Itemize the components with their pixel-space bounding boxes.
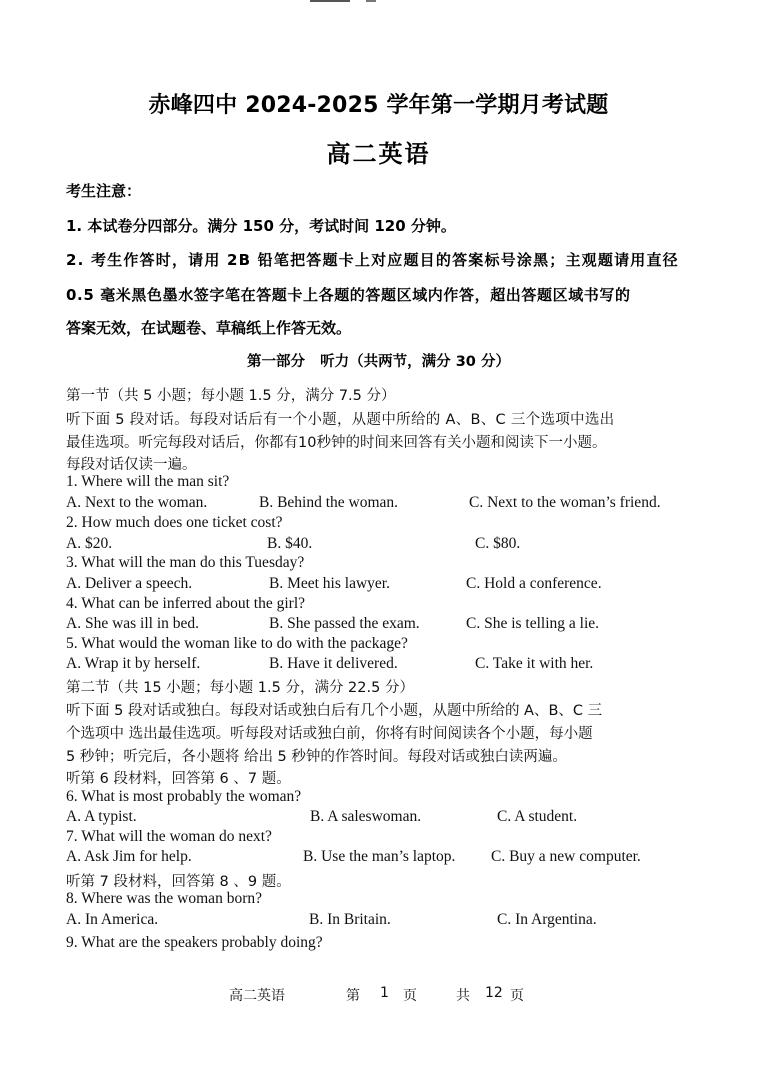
scan-mark — [310, 0, 350, 2]
option-a: A. Deliver a speech. — [66, 575, 193, 592]
section-2-instructions: 5 秒钟；听完后，各小题将 给出 5 秒钟的作答时间。每段对话或独白读两遍。 — [66, 749, 567, 765]
question-stem: 4. What can be inferred about the girl? — [66, 595, 306, 612]
notice-item-1: 1. 本试卷分四部分。满分 150 分，考试时间 120 分钟。 — [66, 217, 456, 235]
section-2-instructions: 个选项中 选出最佳选项。听每段对话或独白前，你将有时间阅读各个小题，每小题 — [66, 726, 593, 742]
option-c: C. Take it with her. — [475, 655, 594, 672]
option-a: A. She was ill in bed. — [66, 615, 200, 632]
option-b: B. $40. — [267, 535, 313, 552]
question-stem: 2. How much does one ticket cost? — [66, 514, 283, 531]
option-b: B. Meet his lawyer. — [269, 575, 390, 592]
notice-item-2-line-1: 2. 考生作答时，请用 2B 铅笔把答题卡上对应题目的答案标号涂黑；主观题请用直径 — [66, 251, 679, 269]
notice-item-2-line-2: 0.5 毫米黑色墨水签字笔在答题卡上各题的答题区域内作答，超出答题区域书写的 — [66, 286, 631, 304]
exam-subject: 高二英语 — [326, 140, 431, 168]
option-a: A. Next to the woman. — [66, 494, 208, 511]
option-c: C. In Argentina. — [497, 911, 597, 928]
option-a: A. Ask Jim for help. — [66, 848, 192, 865]
scan-mark — [366, 0, 376, 2]
part-1-title: 第一部分 听力（共两节，满分 30 分） — [247, 354, 510, 370]
question-stem: 8. Where was the woman born? — [66, 890, 262, 907]
question-stem: 6. What is most probably the woman? — [66, 788, 302, 805]
footer-total-prefix: 共 — [456, 988, 470, 1004]
question-stem: 3. What will the man do this Tuesday? — [66, 554, 305, 571]
question-stem: 7. What will the woman do next? — [66, 828, 272, 845]
option-c: C. A student. — [497, 808, 578, 825]
section-2-heading: 第二节（共 15 小题；每小题 1.5 分，满分 22.5 分） — [66, 680, 414, 696]
question-stem: 5. What would the woman like to do with the package? — [66, 635, 408, 652]
option-c: C. Buy a new computer. — [491, 848, 641, 865]
footer-subject: 高二英语 — [229, 988, 285, 1004]
section-1-heading: 第一节（共 5 小题；每小题 1.5 分，满分 7.5 分） — [66, 388, 396, 404]
notice-item-2-line-3: 答案无效，在试题卷、草稿纸上作答无效。 — [66, 319, 352, 337]
question-stem: 9. What are the speakers probably doing? — [66, 934, 323, 951]
option-b: B. Behind the woman. — [259, 494, 399, 511]
section-1-instructions: 每段对话仅读一遍。 — [66, 457, 197, 473]
option-b: B. A saleswoman. — [310, 808, 422, 825]
option-b: B. Have it delivered. — [269, 655, 398, 672]
option-c: C. $80. — [475, 535, 521, 552]
question-stem: 1. Where will the man sit? — [66, 473, 230, 490]
option-b: B. In Britain. — [309, 911, 391, 928]
exam-title: 赤峰四中 2024-2025 学年第一学期月考试题 — [148, 93, 609, 118]
section-2-instructions: 听下面 5 段对话或独白。每段对话或独白后有几个小题，从题中所给的 A、B、C 三 — [66, 703, 603, 719]
notice-heading: 考生注意： — [66, 182, 142, 200]
section-1-instructions: 最佳选项。听完每段对话后，你都有10秒钟的时间来回答有关小题和阅读下一小题。 — [66, 435, 607, 451]
option-a: A. Wrap it by herself. — [66, 655, 201, 672]
footer-page-prefix: 第 — [346, 988, 360, 1004]
option-a: A. In America. — [66, 911, 159, 928]
footer-page-suffix: 页 — [403, 988, 417, 1004]
option-b: B. Use the man’s laptop. — [303, 848, 456, 865]
option-b: B. She passed the exam. — [269, 615, 420, 632]
option-c: C. She is telling a lie. — [466, 615, 600, 632]
option-c: C. Hold a conference. — [466, 575, 602, 592]
footer-total-pages: 12 — [485, 985, 503, 1001]
section-1-instructions: 听下面 5 段对话。每段对话后有一个小题，从题中所给的 A、B、C 三个选项中选出 — [66, 412, 615, 428]
footer-total-suffix: 页 — [510, 988, 524, 1004]
option-a: A. $20. — [66, 535, 113, 552]
footer-page-number: 1 — [380, 985, 389, 1001]
material-instruction: 听第 7 段材料，回答第 8 、9 题。 — [66, 874, 291, 890]
option-c: C. Next to the woman’s friend. — [469, 494, 661, 511]
option-a: A. A typist. — [66, 808, 137, 825]
material-instruction: 听第 6 段材料，回答第 6 、7 题。 — [66, 771, 291, 787]
